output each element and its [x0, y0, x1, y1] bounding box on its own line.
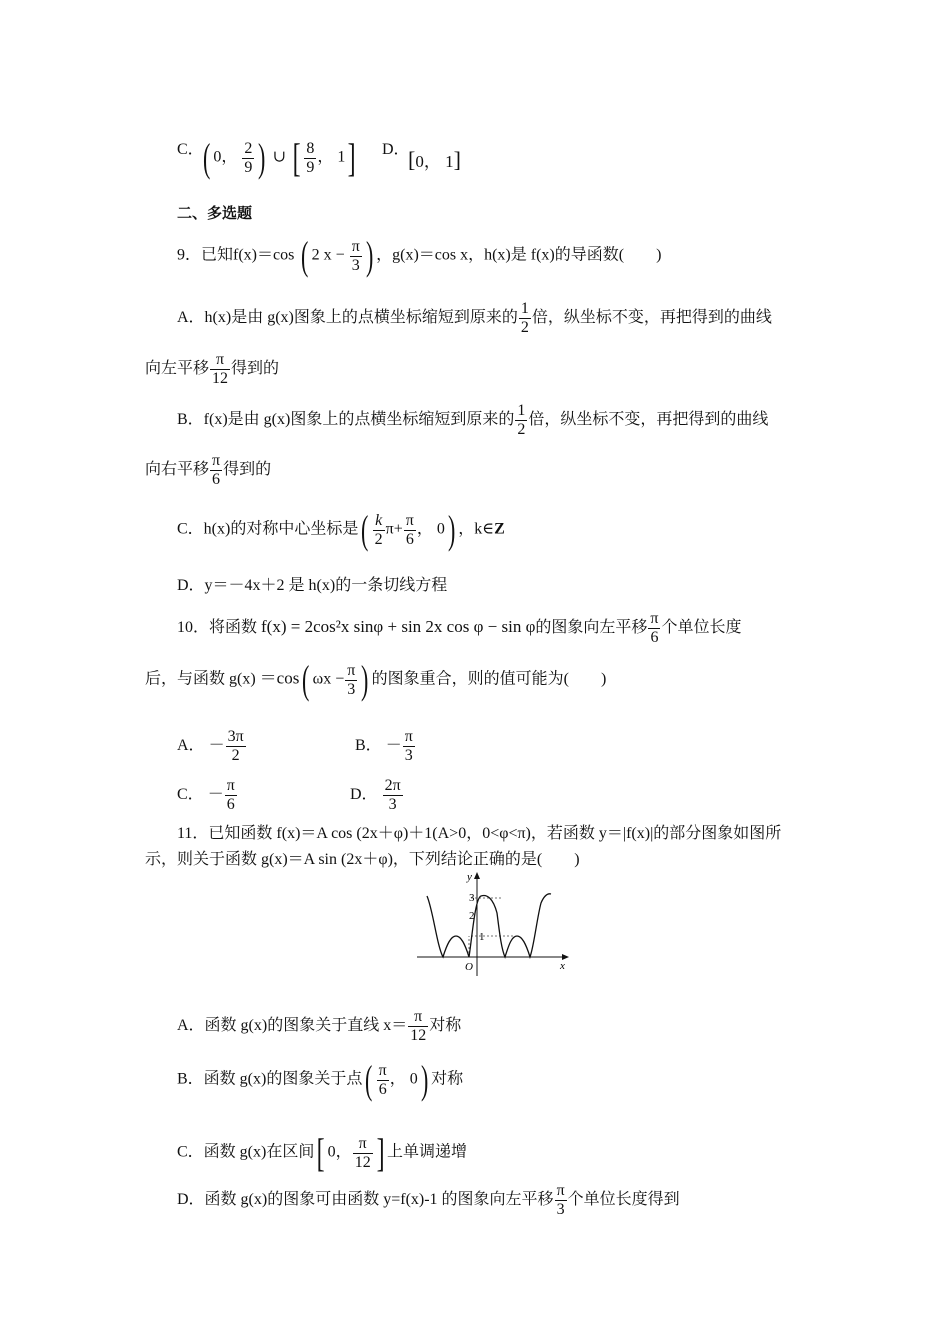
option-label: D．: [350, 786, 378, 804]
fraction: [345, 662, 357, 699]
math-text: 0， 1: [415, 152, 454, 171]
q8-option-c-formula: [200, 135, 359, 180]
fraction: [515, 402, 527, 439]
math-text: 1: [337, 148, 346, 166]
q10-stem-line1: [177, 610, 742, 647]
denominator: 12: [354, 1153, 371, 1171]
option-text: 向左平移: [145, 360, 210, 378]
denominator: 12: [212, 370, 229, 387]
fraction: [242, 140, 254, 177]
left-paren: (: [202, 135, 211, 180]
numerator: π: [347, 661, 356, 679]
q9-option-a-line2: [145, 351, 279, 388]
math-text: ωx −: [312, 670, 345, 688]
option-label: C．: [177, 141, 204, 158]
option-label: A．: [177, 737, 205, 755]
fraction: [404, 512, 416, 549]
option-label: B．: [355, 737, 382, 755]
math-text: f(x)＝cos: [233, 246, 295, 264]
fraction: [373, 512, 385, 549]
stem-text: 9．已知: [177, 246, 234, 264]
fraction: [555, 1182, 567, 1219]
q10-option-b[interactable]: [355, 728, 416, 765]
q9-stem: [177, 233, 662, 278]
option-text: D．函数 g(x)的图象可由函数 y=f(x)-1 的图象向左平移: [177, 1191, 554, 1209]
fraction: [210, 452, 222, 489]
math-text: 0: [213, 148, 222, 166]
denominator: 3: [347, 680, 356, 698]
right-bracket: ]: [376, 1130, 385, 1175]
right-paren: ): [365, 233, 374, 278]
math-text: ＝cos: [259, 668, 300, 688]
fraction: [210, 351, 230, 388]
origin-label: O: [465, 961, 473, 973]
denominator: 2: [231, 747, 240, 764]
q11-option-d[interactable]: [177, 1182, 680, 1219]
q10-option-d[interactable]: [350, 777, 404, 814]
denominator: 6: [212, 471, 221, 488]
numerator: π: [226, 777, 235, 794]
fraction: [519, 300, 531, 337]
option-text: A．函数 g(x)的图象关于直线 x＝: [177, 1017, 408, 1035]
math-text: 0，: [327, 1143, 352, 1161]
q11-option-a[interactable]: [177, 1008, 461, 1045]
x-axis-label: x: [560, 960, 565, 972]
q9-option-d[interactable]: D．y＝－4x＋2 是 h(x)的一条切线方程: [177, 577, 448, 594]
numerator: π: [405, 511, 414, 529]
option-text: 向右平移: [145, 461, 210, 479]
stem-text: 后，与函数 g(x): [145, 670, 256, 688]
integer-set-symbol: Z: [494, 520, 505, 538]
y-tick-label: 1: [479, 931, 485, 943]
left-bracket: [: [292, 135, 301, 180]
math-text: k: [375, 511, 383, 529]
math-text: π+: [385, 520, 403, 538]
fraction: [383, 777, 403, 814]
stem-text: 的图象向左平移: [535, 619, 648, 637]
right-paren: ): [420, 1057, 429, 1102]
right-paren: ): [447, 507, 456, 552]
numerator: π: [650, 610, 659, 627]
fraction: [226, 728, 246, 765]
q11-option-c[interactable]: [177, 1130, 468, 1175]
fraction: [408, 1008, 428, 1045]
denominator: 2: [374, 530, 383, 548]
right-paren: ): [258, 135, 266, 180]
option-text: A．h(x)是由 g(x)图象上的点横坐标缩短到原来的: [177, 309, 518, 327]
right-bracket: ]: [453, 147, 461, 172]
numerator: π: [353, 1135, 373, 1154]
numerator: 2: [244, 139, 253, 157]
left-paren: (: [302, 657, 310, 702]
left-bracket: [: [408, 147, 416, 172]
denominator: 6: [650, 629, 659, 646]
math-text: ， 0: [389, 1070, 418, 1088]
fraction: [353, 1135, 373, 1172]
math-text: －: [385, 737, 402, 755]
numerator: π: [408, 1008, 428, 1027]
fraction: [403, 728, 415, 765]
y-tick-label: 2: [469, 910, 475, 922]
left-paren: (: [301, 233, 309, 278]
denominator: 6: [378, 1080, 387, 1098]
formula-text: f(x) = 2cos²x sinφ + sin 2x cos φ − sin φ: [261, 617, 536, 637]
denominator: 2: [520, 319, 529, 336]
option-text: 个单位长度得到: [567, 1191, 680, 1209]
numerator: π: [212, 452, 221, 469]
option-label: D．: [382, 141, 410, 158]
numerator: 3π: [227, 728, 244, 745]
q10-stem-line2: [145, 657, 607, 702]
q9-option-b-line2: [145, 452, 271, 489]
numerator: π: [210, 351, 230, 370]
q10-option-a[interactable]: [177, 728, 247, 765]
denominator: 9: [306, 158, 315, 176]
section-title: 二、多选题: [177, 204, 253, 222]
abs-f-curve: [427, 894, 551, 957]
numerator: π: [556, 1182, 565, 1199]
denominator: 3: [556, 1201, 565, 1218]
option-text: 得到的: [231, 360, 280, 378]
q10-option-c[interactable]: [177, 777, 238, 814]
fraction: [648, 610, 660, 647]
q8-option-d[interactable]: [382, 140, 410, 160]
numerator: [373, 512, 385, 531]
numerator: 1: [517, 402, 526, 419]
q8-option-d-formula: [408, 147, 461, 172]
math-text: ， 0: [416, 520, 445, 538]
option-text: 对称: [431, 1070, 464, 1088]
math-text: －: [207, 786, 224, 804]
fraction: [225, 777, 237, 814]
left-paren: (: [361, 507, 369, 552]
numerator: 8: [306, 139, 315, 157]
fraction: [304, 140, 316, 177]
stem-text: 的图象重合，则的值可能为( ): [371, 670, 607, 688]
denominator: 9: [244, 158, 253, 176]
option-text: B．f(x)是由 g(x)图象上的点横坐标缩短到原来的: [177, 411, 515, 429]
option-text: ，k∈: [458, 520, 495, 538]
fraction: [377, 1062, 389, 1099]
left-paren: (: [365, 1057, 373, 1102]
fraction: [350, 238, 362, 275]
left-bracket: [: [317, 1130, 326, 1175]
numerator: π: [351, 237, 360, 255]
option-text: 对称: [429, 1017, 462, 1035]
denominator: 12: [410, 1027, 427, 1044]
option-label: C．: [177, 786, 204, 804]
stem-text: 个单位长度: [661, 619, 742, 637]
right-bracket: ]: [348, 135, 357, 180]
denominator: 6: [405, 530, 414, 548]
y-axis-label: y: [467, 871, 472, 883]
math-text: ，: [221, 148, 238, 166]
q11-function-graph: [413, 868, 573, 980]
q11-stem-line1: 11．已知函数 f(x)＝A cos (2x＋φ)＋1(A>0，0<φ<π)，若函数 y＝|f(x)|的部分图象如图所: [177, 825, 782, 842]
option-text: 得到的: [223, 461, 272, 479]
q9-option-a-line1[interactable]: [177, 300, 772, 337]
numerator: 1: [520, 300, 529, 317]
numerator: 2π: [384, 777, 401, 794]
numerator: π: [404, 728, 413, 745]
option-text: B．函数 g(x)的图象关于点: [177, 1070, 363, 1088]
denominator: 3: [388, 796, 397, 813]
right-paren: ): [361, 657, 369, 702]
option-text: 倍，纵坐标不变，再把得到的曲线: [531, 309, 772, 327]
q9-option-b-line1[interactable]: [177, 402, 768, 439]
q9-option-c[interactable]: [177, 507, 505, 552]
denominator: 2: [517, 421, 526, 438]
q11-option-b[interactable]: [177, 1057, 464, 1102]
stem-text: 10．将函数: [177, 619, 258, 637]
union-symbol: ∪: [272, 148, 287, 166]
math-text: 2 x −: [311, 246, 345, 264]
q11-stem-line2: 示，则关于函数 g(x)＝A sin (2x＋φ)，下列结论正确的是( ): [145, 851, 580, 868]
option-text: 上单调递增: [387, 1143, 468, 1161]
stem-text: ，g(x)＝cos x，h(x)是 f(x)的导函数( ): [376, 246, 662, 264]
option-text: C．h(x)的对称中心坐标是: [177, 520, 359, 538]
math-text: ，: [317, 148, 334, 166]
y-tick-label: 3: [469, 892, 475, 904]
numerator: π: [378, 1061, 387, 1079]
option-text: C．函数 g(x)在区间: [177, 1143, 315, 1161]
y-axis-arrow: [474, 872, 480, 879]
option-text: 倍，纵坐标不变，再把得到的曲线: [528, 411, 769, 429]
denominator: 6: [226, 796, 235, 813]
denominator: 3: [404, 747, 413, 764]
denominator: 3: [351, 256, 360, 274]
math-text: －: [208, 737, 225, 755]
